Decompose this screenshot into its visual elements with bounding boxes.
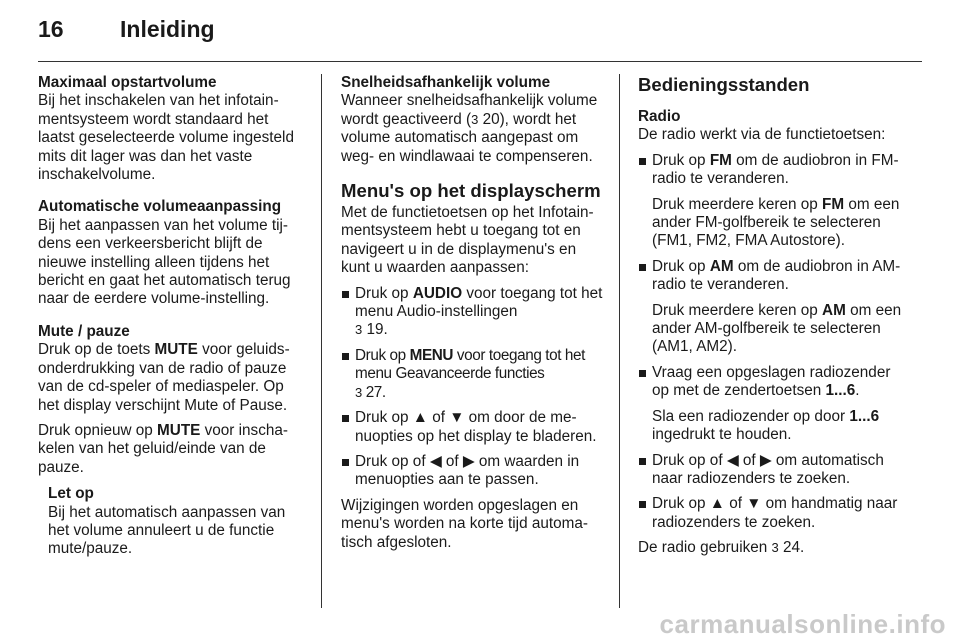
section-heading: Radio bbox=[638, 108, 681, 125]
text-run: Vraag een opgeslagen radiozender op met de zendertoetsen bbox=[652, 363, 891, 400]
key-label: MUTE bbox=[154, 341, 198, 359]
key-label: MUTE bbox=[157, 421, 201, 439]
text-run: Druk op de toets bbox=[38, 341, 155, 359]
section-text bbox=[341, 92, 606, 166]
key-label: 1...6 bbox=[825, 382, 856, 400]
list-item bbox=[638, 364, 908, 401]
watermark: carmanualsonline.info bbox=[659, 609, 946, 639]
page-reference-icon: 3 bbox=[471, 111, 479, 127]
page-reference-icon: 3 bbox=[355, 384, 362, 400]
page-header bbox=[38, 16, 922, 50]
text-run: Druk meerdere keren op bbox=[652, 301, 823, 319]
key-label: AM bbox=[822, 301, 846, 319]
list-item bbox=[638, 152, 908, 189]
note-text: Bij het automatisch aanpassen van het volume annuleert u de functie mute/pauze. bbox=[48, 503, 286, 558]
section-text: Bij het inschakelen van het infotainmentsysteem wordt standaard het laatst geselecteerde volume ingesteld mits dit lager was dan het vaste inschakelvolume. bbox=[38, 92, 294, 184]
section-text: Met de functietoetsen op het Infotainmentsysteem hebt u toegang tot en navigeert u in de displaymenu's en kunt u waarden aanpassen: bbox=[341, 204, 594, 277]
column-1 bbox=[38, 74, 303, 559]
text-run: Druk opnieuw op bbox=[38, 421, 158, 439]
column-2 bbox=[341, 74, 606, 552]
list-item-detail bbox=[638, 196, 908, 251]
list-item-detail bbox=[638, 302, 908, 357]
text-run: Druk op bbox=[355, 346, 410, 364]
section-heading: Snelheidsafhankelijk volume bbox=[341, 74, 551, 91]
list-item bbox=[341, 347, 606, 402]
text-run: Druk op bbox=[652, 257, 710, 275]
list-item bbox=[341, 285, 606, 340]
section-text bbox=[38, 341, 303, 415]
header-divider bbox=[38, 61, 922, 62]
text-run: . bbox=[855, 382, 860, 400]
key-label: 1...6 bbox=[849, 407, 880, 425]
page-reference-icon: 3 bbox=[355, 322, 363, 338]
text-run: om een ander FM-golfbereik te selecteren (FM1, FM2, FMA Autostore). bbox=[652, 195, 900, 250]
text-run: 24. bbox=[778, 539, 805, 557]
text-run: 20), wordt het volume automatisch aangepast om weg- en windlawaai te compenseren. bbox=[341, 110, 593, 165]
column-3 bbox=[638, 74, 908, 558]
key-label: FM bbox=[709, 151, 732, 169]
section-title-modes: Bedieningsstanden bbox=[638, 74, 810, 95]
text-run: 27. bbox=[361, 383, 386, 401]
section-text: De radio werkt via de functietoetsen: bbox=[638, 126, 886, 144]
text-run: voor geluidsonderdrukking van de radio of pauze van de cd-speler of mediaspeler. Op het display verschijnt Mute of Pause. bbox=[38, 341, 290, 414]
section-auto-volume bbox=[38, 198, 303, 308]
section-title-menus: Menu's op het displayscherm bbox=[341, 180, 601, 202]
list-item: Druk op ▲ of ▼ om door de menuopties op het display te bladeren. bbox=[341, 409, 606, 446]
section-heading: Maximaal opstartvolume bbox=[38, 74, 217, 91]
text-run: De radio gebruiken bbox=[638, 539, 772, 557]
column-divider-2 bbox=[619, 74, 620, 608]
key-label: AUDIO bbox=[412, 284, 463, 302]
text-run: ingedrukt te houden. bbox=[652, 426, 792, 444]
section-startup-volume bbox=[38, 74, 303, 184]
text-run: Druk op bbox=[652, 151, 710, 169]
column-divider-1 bbox=[321, 74, 322, 608]
text-run: om een ander AM-golfbereik te selecteren (AM1, AM2). bbox=[652, 301, 902, 356]
key-label: FM bbox=[822, 195, 845, 213]
section-heading: Mute / pauze bbox=[38, 322, 130, 340]
list-item-detail bbox=[638, 408, 908, 445]
text-run: Wanneer snelheidsafhankelijk volume wordt geactiveerd ( bbox=[341, 92, 598, 128]
text-run: voor toegang tot het menu Geavanceerde functies bbox=[355, 346, 586, 383]
text-run: Druk meerdere keren op bbox=[652, 195, 823, 213]
page-number: 16 bbox=[38, 16, 64, 42]
page-title: Inleiding bbox=[120, 16, 215, 42]
list-item: Druk op ▲ of ▼ om handmatig naar radiozenders te zoeken. bbox=[638, 495, 908, 532]
text-run: Druk op bbox=[355, 284, 413, 302]
text-run: 19. bbox=[362, 321, 388, 339]
key-label: AM bbox=[709, 257, 734, 275]
text-run: voor inschakelen van het geluid/einde van de pauze. bbox=[38, 421, 288, 476]
note-heading: Let op bbox=[48, 485, 94, 503]
text-run: om de audiobron in AM-radio te veranderen. bbox=[652, 257, 901, 294]
section-text: Bij het aanpassen van het volume tijdens een verkeersbericht blijft de nieuwe instelling alleen tijdens het bericht en gaat het automatisch terug naar de eerdere volume-instelling. bbox=[38, 216, 291, 308]
section-text bbox=[638, 539, 908, 557]
section-mute bbox=[38, 323, 303, 559]
section-text bbox=[38, 422, 303, 477]
section-speed-volume bbox=[341, 74, 606, 166]
text-run: Sla een radiozender op door bbox=[652, 407, 850, 425]
note-box bbox=[38, 485, 303, 559]
text-run: om de audiobron in FM-radio te veranderen. bbox=[652, 151, 899, 188]
page-reference-icon: 3 bbox=[771, 540, 779, 556]
list-item: Druk op of ◀ of ▶ om waarden in menuopties aan te passen. bbox=[341, 453, 606, 490]
key-label: MENU bbox=[409, 346, 454, 364]
text-run: voor toegang tot het menu Audio-instellingen bbox=[355, 284, 603, 321]
section-heading: Automatische volumeaanpassing bbox=[38, 198, 282, 216]
list-item bbox=[638, 258, 908, 295]
list-item: Druk op of ◀ of ▶ om automatisch naar radiozenders te zoeken. bbox=[638, 452, 908, 489]
section-text: Wijzigingen worden opgeslagen en menu's worden na korte tijd automatisch afgesloten. bbox=[341, 496, 588, 551]
